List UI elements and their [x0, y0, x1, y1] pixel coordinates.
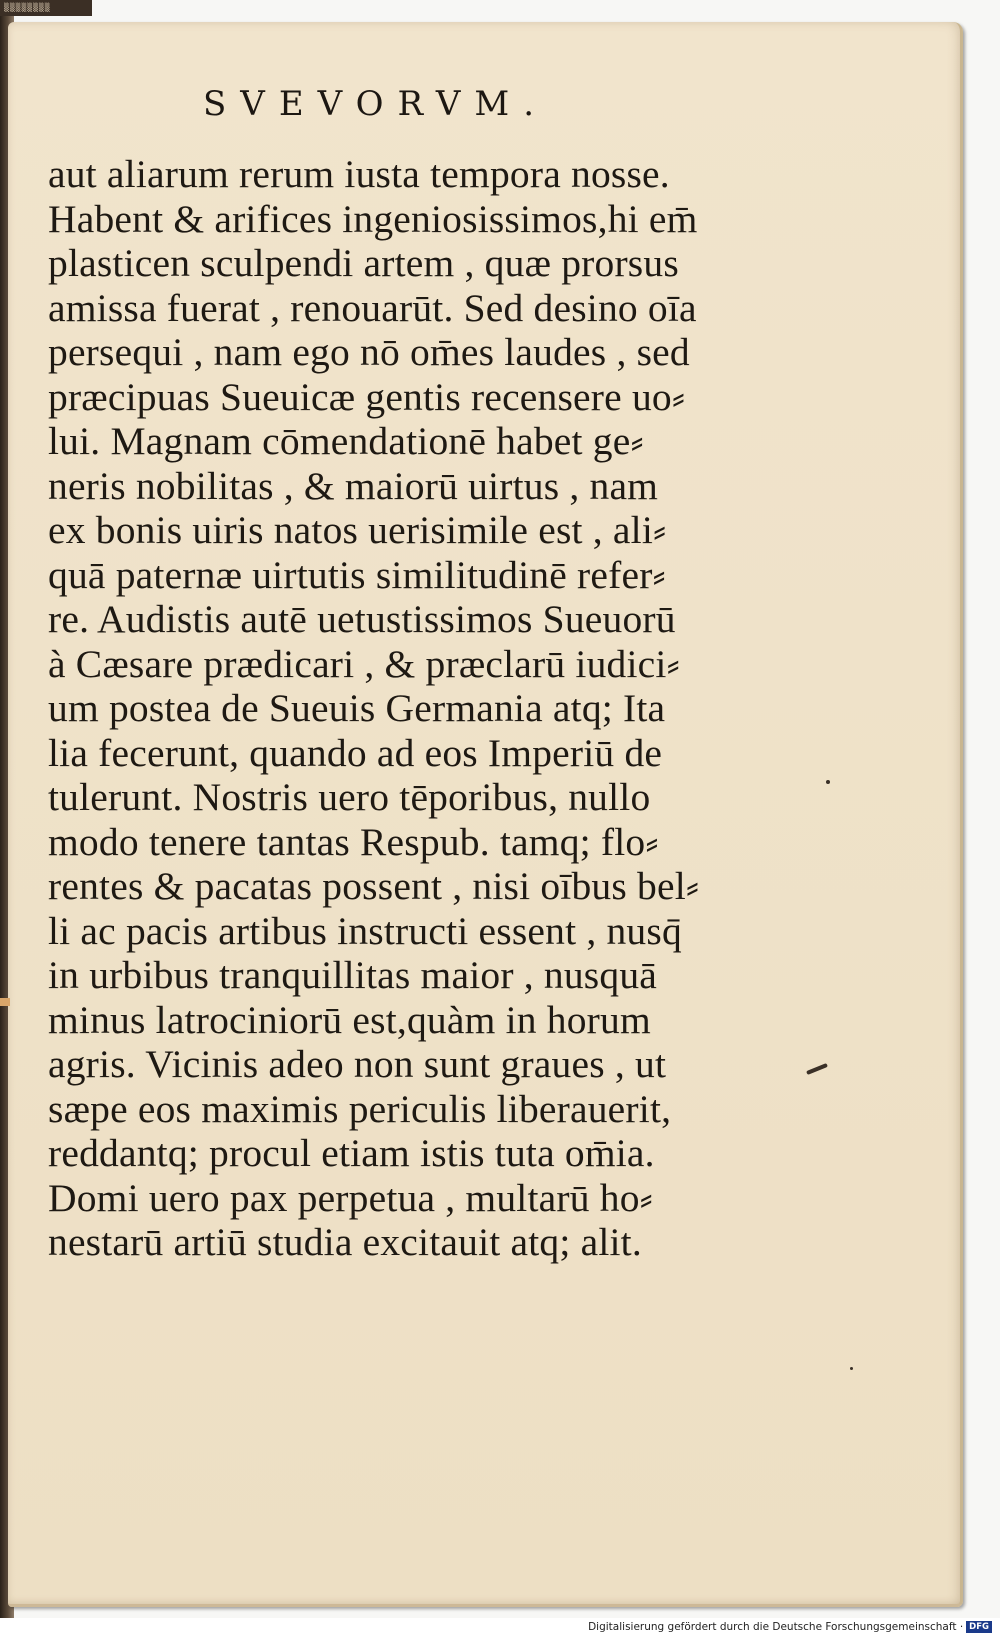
- text-line: minus latrociniorū est,quàm in horum: [48, 997, 651, 1042]
- text-line: Domi uero pax perpetua , multarū ho⸗: [48, 1175, 654, 1220]
- text-line: agris. Vicinis adeo non sunt graues , ut: [48, 1042, 667, 1086]
- text-line: plasticen sculpendi artem , quæ prorsus: [48, 241, 679, 285]
- text-line: lui. Magnam cōmendationē habet ge⸗: [48, 419, 644, 463]
- text-line: tulerunt. Nostris uero tēporibus, nullo: [48, 775, 651, 819]
- text-line: à Cæsare prædicari , & præclarū iudici⸗: [48, 641, 680, 686]
- text-line: sæpe eos maximis periculis liberauerit,: [48, 1086, 672, 1131]
- text-line: rentes & pacatas possent , nisi oībus bel⸗: [48, 864, 700, 908]
- book-page: [8, 22, 963, 1607]
- text-line: ex bonis uiris natos uerisimile est , ali⸗: [48, 508, 667, 552]
- text-line: persequi , nam ego nō om̄es laudes , sed: [48, 330, 690, 374]
- digitization-credit: [588, 1621, 992, 1633]
- ink-speck: [826, 780, 830, 784]
- text-line: nestarū artiū studia excitauit atq; alit.: [48, 1220, 642, 1264]
- text-line: li ac pacis artibus instructi essent , nusq̄: [48, 908, 682, 953]
- body-text: [48, 152, 738, 1265]
- text-line: quā paternæ uirtutis similitudinē refer⸗: [48, 552, 666, 597]
- text-line: modo tenere tantas Respub. tamq; flo⸗: [48, 819, 659, 864]
- dfg-logo: DFG: [966, 1621, 992, 1633]
- text-line: amissa fuerat , renouarūt. Sed desino oīa: [48, 285, 697, 330]
- corner-label-texture: ▒▒▒▒▒▒▒▒: [4, 3, 51, 12]
- text-line: in urbibus tranquillitas maior , nusquā: [48, 953, 657, 997]
- text-line: re. Audistis autē uetustissimos Sueuorū: [48, 597, 676, 641]
- running-header: SVEVORVM.: [203, 84, 549, 124]
- text-line: aut aliarum rerum iusta tempora nosse.: [48, 152, 670, 196]
- ink-speck: [850, 1367, 853, 1370]
- text-line: reddantq; procul etiam istis tuta om̄ia.: [48, 1131, 655, 1175]
- text-line: um postea de Sueuis Germania atq; Ita: [48, 686, 666, 730]
- corner-label-strip: [0, 0, 92, 16]
- text-line: Habent & arifices ingeniosissimos,hi em̄: [48, 196, 698, 241]
- page-edge-tab-mark: [0, 998, 10, 1006]
- text-line: neris nobilitas , & maiorū uirtus , nam: [48, 463, 659, 508]
- credit-text: Digitalisierung gefördert durch die Deutsche Forschungsgemeinschaft ·: [588, 1621, 964, 1633]
- text-line: lia fecerunt, quando ad eos Imperiū de: [48, 730, 663, 775]
- text-line: præcipuas Sueuicæ gentis recensere uo⸗: [48, 374, 686, 419]
